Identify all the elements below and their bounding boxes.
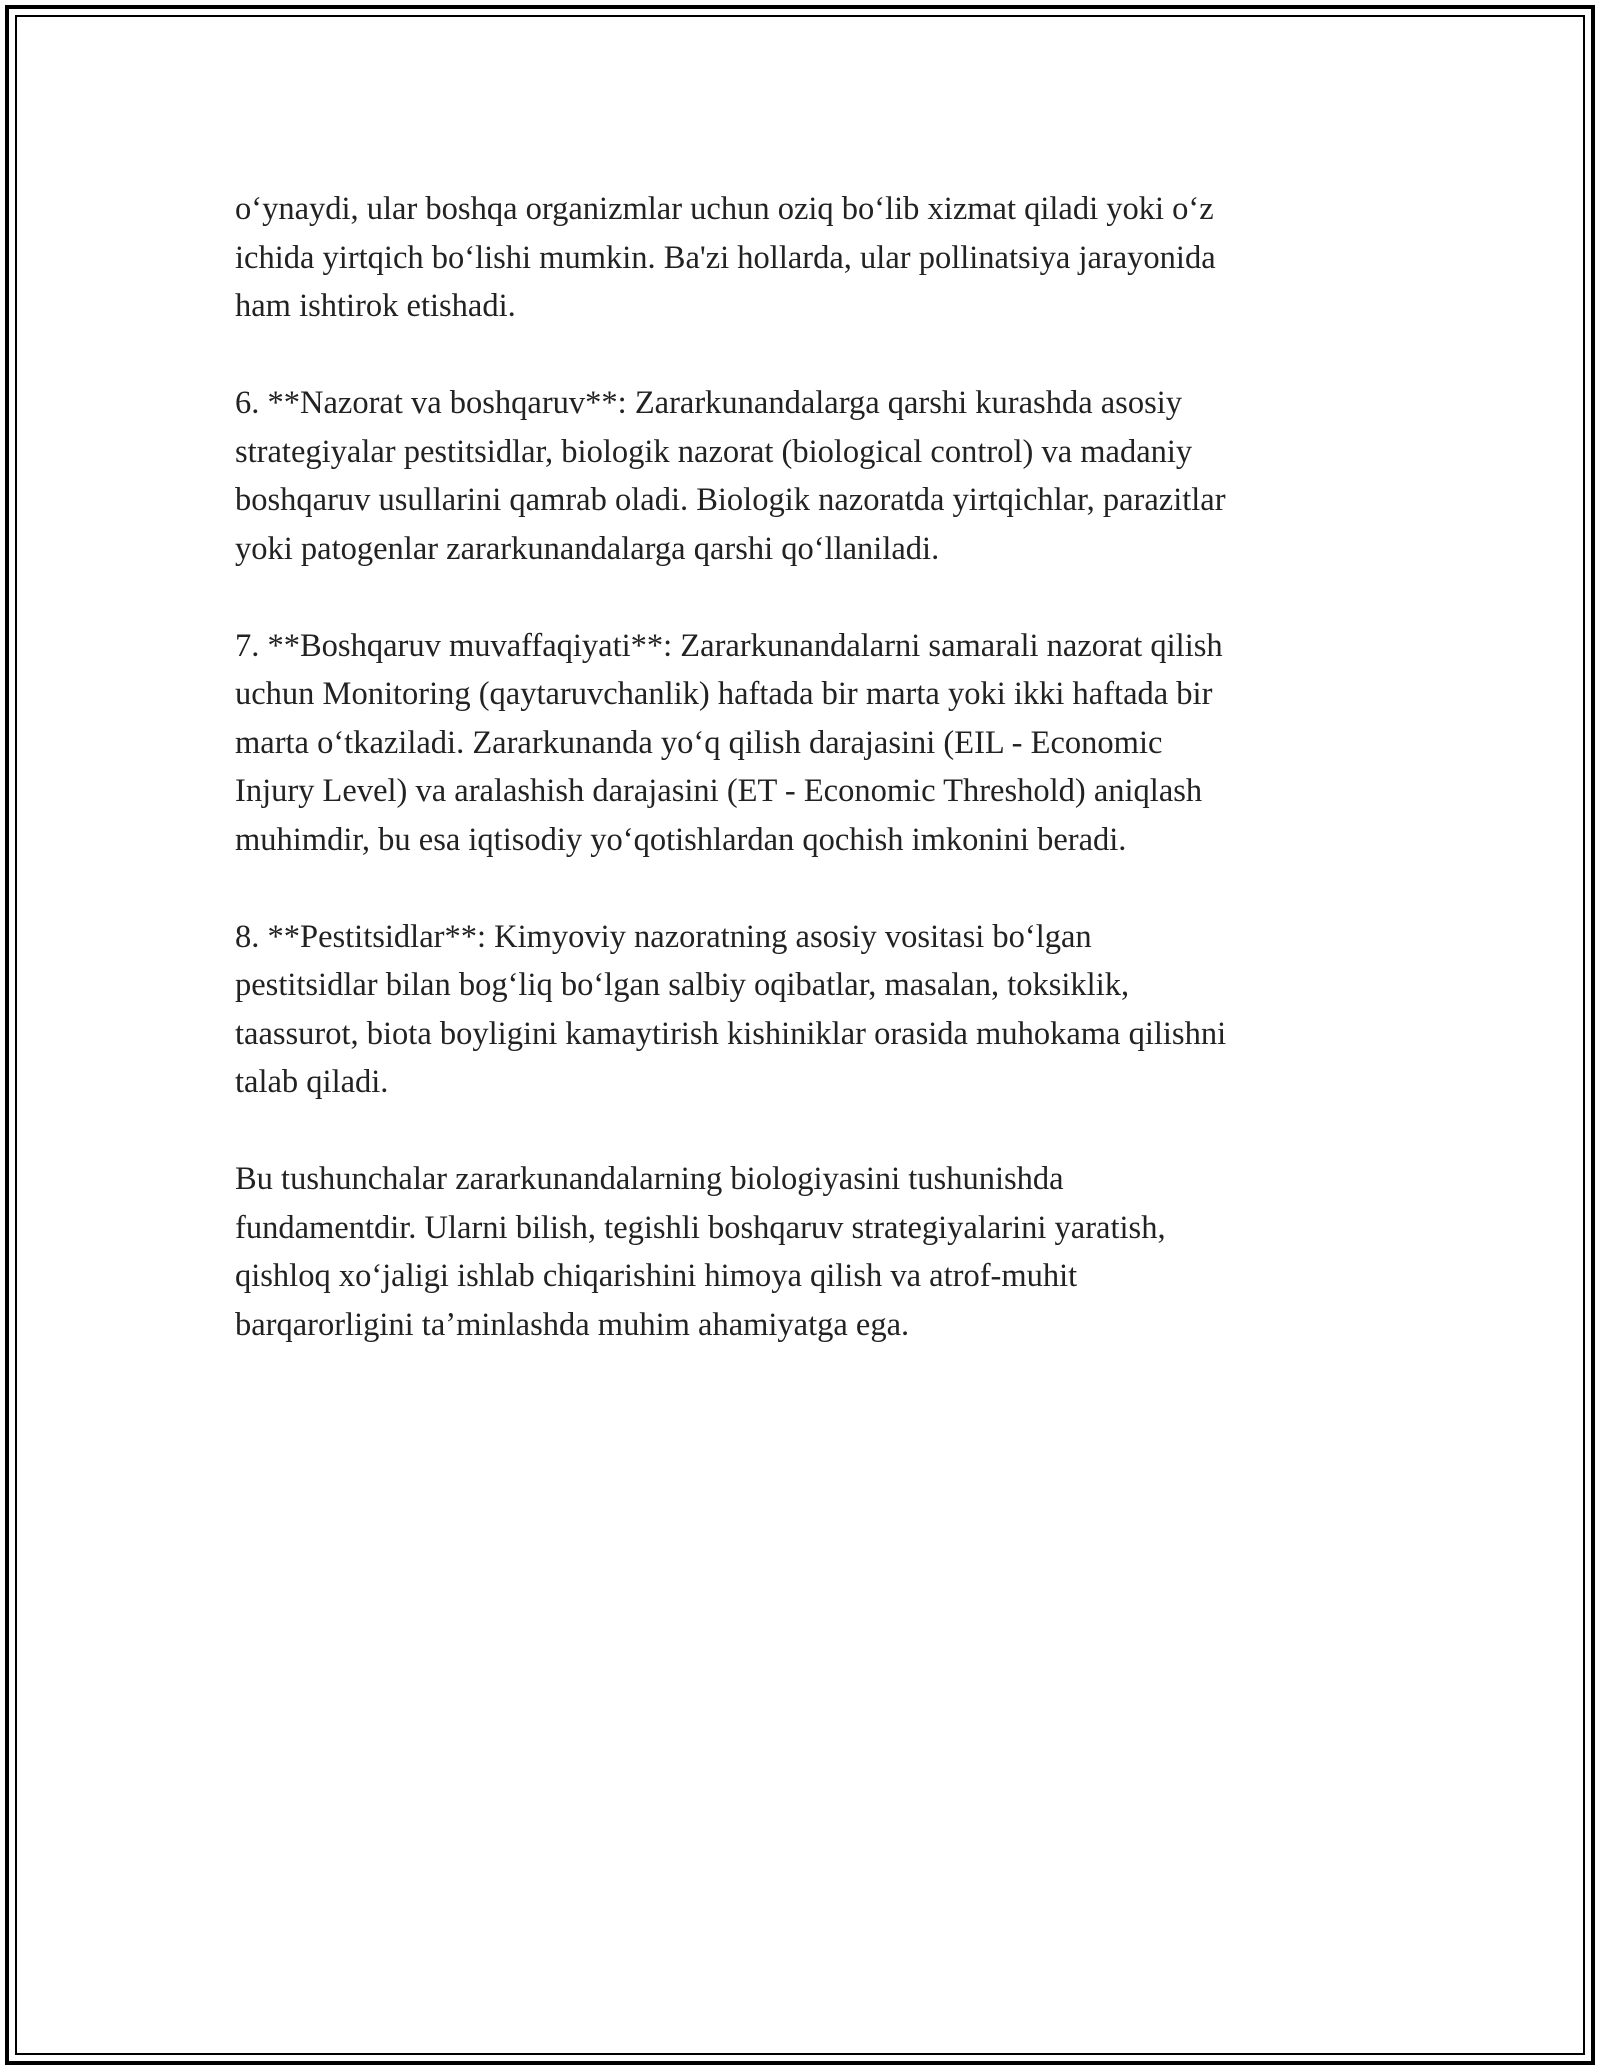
paragraph-pestitsidlar: 8. **Pestitsidlar**: Kimyoviy nazoratning asosiy vositasi boʻlgan pestitsidlar bilan bogʻliq boʻlgan salbiy oqibatlar, masalan, toksiklik, taassurot, biota boyligini kamaytirish kishiniklar orasida muhokama qilishni talab qiladi. (235, 918, 1227, 1100)
paragraph-boshqaruv-muvaffaqiyati: 7. **Boshqaruv muvaffaqiyati**: Zararkunandalarni samarali nazorat qilish uchun Monitoring (qaytaruvchanlik) haftada bir marta yoki ikki haftada bir marta oʻtkaziladi. Zararkunanda yoʻq qilish darajasini (EIL - Economic Injury Level) va aralashish darajasini (ET - Economic Threshold) aniqlash muhimdir, bu esa iqtisodiy yoʻqotishlardan qochish imkonini beradi. (235, 627, 1223, 858)
paragraph-conclusion: Bu tushunchalar zararkunandalarning biologiyasini tushunishda fundamentdir. Ularni bilish, tegishli boshqaruv strategiyalarini yaratish, qishloq xoʻjaligi ishlab chiqarishini himoya qilish va atrof-muhit barqarorligini taʼminlashda muhim ahamiyatga ega. (235, 1161, 1166, 1343)
paragraph-continuation: oʻynaydi, ular boshqa organizmlar uchun oziq boʻlib xizmat qiladi yoki oʻz ichida yirtqich boʻlishi mumkin. Ba'zi hollarda, ular pollinatsiya jarayonida ham ishtirok etishadi. (235, 191, 1216, 324)
document-body (235, 185, 1365, 1398)
paragraph-nazorat-va-boshqaruv: 6. **Nazorat va boshqaruv**: Zararkunandalarga qarshi kurashda asosiy strategiyalar pestitsidlar, biologik nazorat (biological control) va madaniy boshqaruv usullarini qamrab oladi. Biologik nazoratda yirtqichlar, parazitlar yoki patogenlar zararkunandalarga qarshi qoʻllaniladi. (235, 385, 1226, 567)
